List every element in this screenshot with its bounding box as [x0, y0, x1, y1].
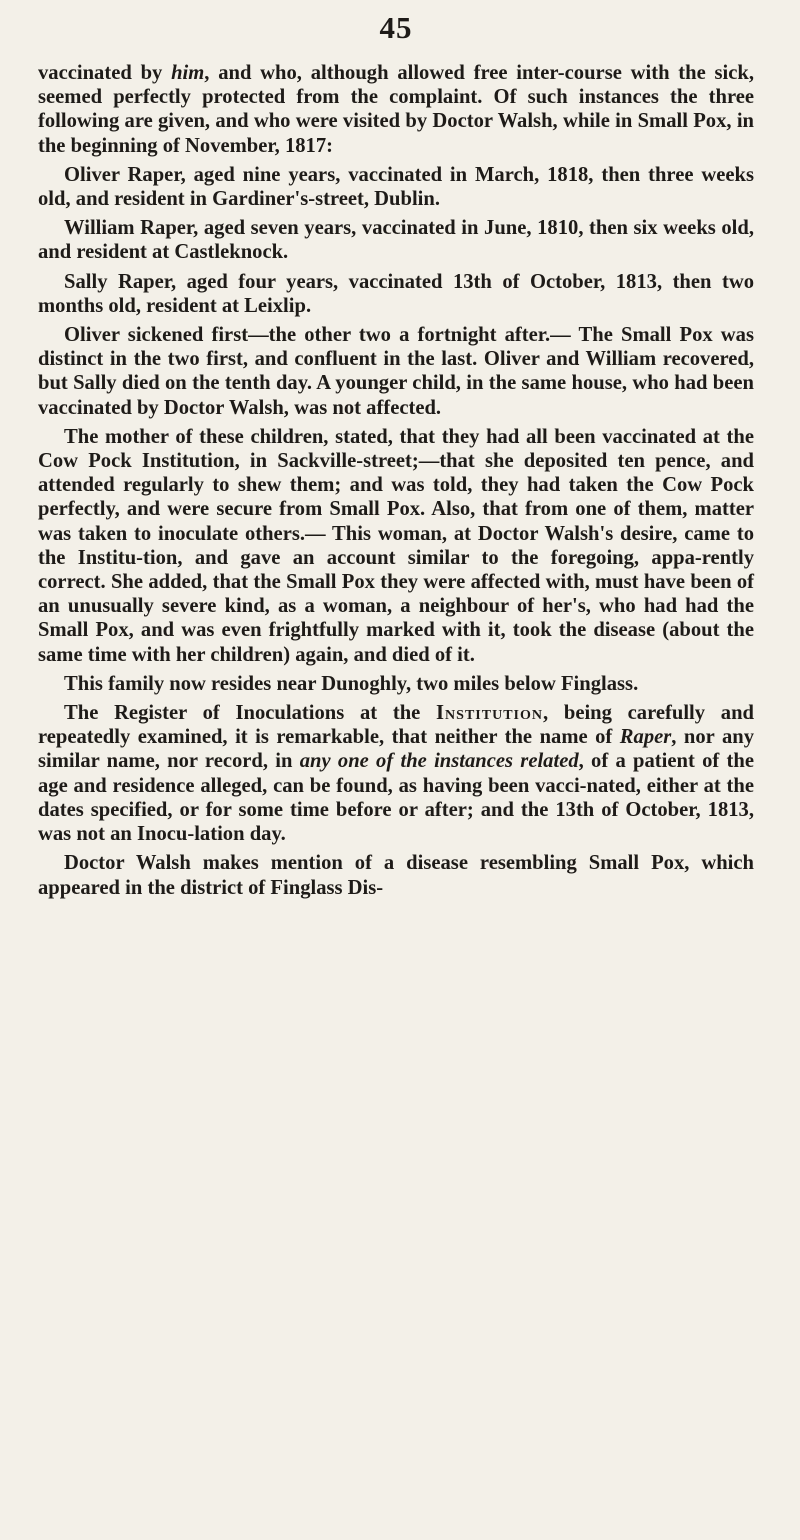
paragraph-1-emphasis: him — [171, 62, 205, 84]
paragraph-8-emphasis-phrase: any one of the instances related — [299, 750, 579, 773]
paragraph-8-small-caps: Institution — [436, 702, 543, 725]
paragraph-4: Sally Raper, aged four years, vaccinated 13th of October, 1813, then two months old, resident at Leixlip. — [38, 270, 754, 317]
paragraph-9: Doctor Walsh makes mention of a disease resembling Small Pox, which appeared in the district of Finglass Dis- — [38, 852, 754, 899]
paragraph-5: Oliver sickened first—the other two a fortnight after.— The Small Pox was distinct in the two first, and confluent in the last. Oliver and William recovered, but Sally died on the tenth day. A younger child, in the same house, who had been vaccinated by Doctor Walsh, was not affected. — [38, 324, 754, 419]
paragraph-8-part-a: The Register of Inoculations at the — [64, 702, 437, 725]
paragraph-2: Oliver Raper, aged nine years, vaccinated in March, 1818, then three weeks old, and resident in Gardiner's-street, Dublin. — [38, 163, 754, 211]
paragraph-1 — [38, 61, 754, 158]
paragraph-1-part-b: , and who, although allowed free inter-course with the sick, seemed perfectly protected from the complaint. Of such instances the three following are given, and who were visited by Doctor Walsh, while in Small Pox, in the beginning of November, 1817: — [38, 62, 754, 157]
paragraph-8-part-c: , nor any similar name, nor record, in — [38, 726, 755, 773]
paragraph-6: The mother of these children, stated, that they had all been vaccinated at the Cow Pock Institution, in Sackville-street;—that she deposited ten pence, and attended regularly to shew them; and was told, they had taken the Cow Pock perfectly, and were secure from Small Pox. Also, that from one of them, matter was taken to inoculate others.— This woman, at Doctor Walsh's desire, came to the Institu-tion, and gave an account similar to the foregoing, appa-rently correct. She added, that the Small Pox they were affected with, must have been of an unusually severe kind, as a woman, a neighbour of her's, who had had the Small Pox, and was even frightfully marked with it, took the disease (about the same time with her children) again, and died of it. — [38, 425, 754, 666]
paragraph-8-part-b: , being carefully and repeatedly examined, it is remarkable, that neither the name of — [38, 702, 755, 749]
paragraph-3: William Raper, aged seven years, vaccinated in June, 1810, then six weeks old, and resident at Castleknock. — [38, 217, 754, 264]
paragraph-1-part-a: vaccinated by — [38, 62, 172, 84]
paragraph-7: This family now resides near Dunoghly, two miles below Finglass. — [64, 672, 639, 695]
paragraph-8-emphasis-name: Raper — [619, 726, 672, 749]
paragraph-8-part-d: , of a patient of the age and residence alleged, can be found, as having been vacci-nated, either at the dates specified, or for some time before or after; and the 13th of October, 1813, was not an Inocu-lation day. — [38, 750, 754, 846]
page-number: 45 — [379, 10, 413, 45]
paragraph-8 — [38, 701, 754, 846]
